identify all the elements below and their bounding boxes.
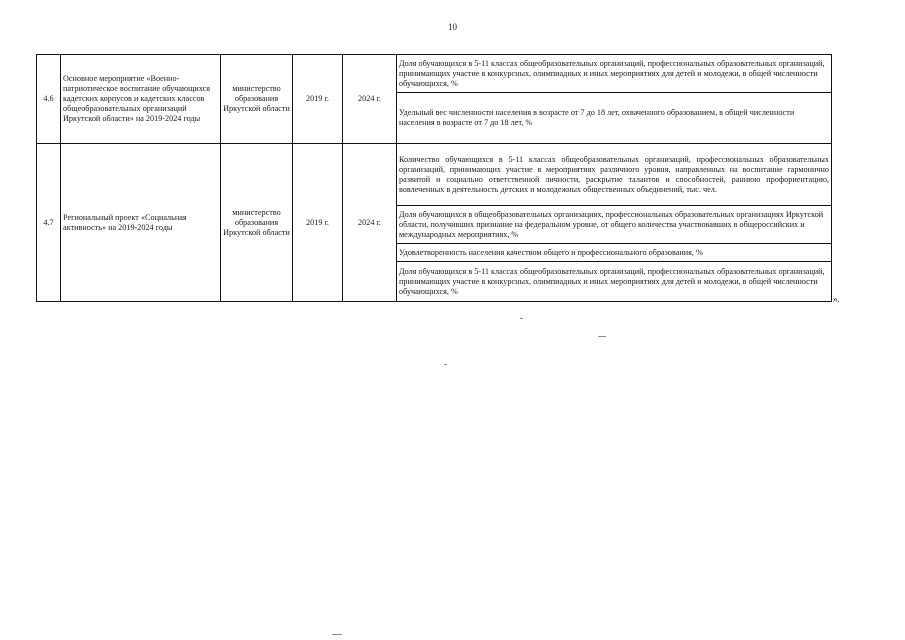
row-number: 4.6 — [37, 55, 61, 144]
end-year: 2024 г. — [343, 144, 397, 302]
start-year: 2019 г. — [293, 144, 343, 302]
page-number: 10 — [448, 22, 457, 32]
indicator-cell: Удовлетворенность населения качеством общего и профессионального образования, % — [397, 244, 832, 262]
indicator-cell: Доля обучающихся в 5-11 классах общеобразовательных организаций, профессиональных образовательных организаций, принимающих участие в конкурсных, олимпиадных и иных мероприятиях для детей и молодежи, в общей численности обучающихся, % — [397, 55, 832, 93]
indicator-cell: Удельный вес численности населения в возрасте от 7 до 18 лет, охваченного образованием, в общей численности населения в возрасте от 7 до 18 лет, % — [397, 93, 832, 144]
program-activities-table — [36, 54, 832, 302]
table-row — [37, 144, 832, 206]
start-year: 2019 г. — [293, 55, 343, 144]
scan-artifact — [520, 318, 523, 319]
scan-artifact — [444, 364, 447, 365]
table-row — [37, 55, 832, 93]
responsible-executor: министерство образования Иркутской области — [221, 144, 293, 302]
end-year: 2024 г. — [343, 55, 397, 144]
indicator-cell: Количество обучающихся в 5-11 классах общеобразовательных организаций, профессиональных образовательных организаций, принимающих участие в мероприятиях различного уровня, направленных на воспитание гармонично развитой и социально ответственной личности, раскрытие талантов и способностей, раннюю профориентацию, вовлеченных в деятельность детских и молодежных общественных объединений, тыс. чел. — [397, 144, 832, 206]
indicator-cell: Доля обучающихся в общеобразовательных организациях, профессиональных образовательных организациях Иркутской области, получивших признание на федеральном уровне, от общего количества участвовавших в общероссийских и международных мероприятиях, % — [397, 206, 832, 244]
row-number: 4.7 — [37, 144, 61, 302]
scan-artifact — [598, 336, 606, 337]
scan-artifact — [332, 634, 342, 635]
activity-name: Основное мероприятие «Военно-патриотическое воспитание обучающихся кадетских корпусов и кадетских классов общеобразовательных организаций Иркутской области» на 2019-2024 годы — [61, 55, 221, 144]
indicator-cell: Доля обучающихся в 5-11 классах общеобразовательных организаций, профессиональных образовательных организаций, принимающих участие в конкурсных, олимпиадных и иных мероприятиях для детей и молодежи, в общей численности обучающихся, % — [397, 262, 832, 302]
closing-quote-mark: ». — [833, 294, 840, 304]
responsible-executor: министерство образования Иркутской области — [221, 55, 293, 144]
activity-name: Региональный проект «Социальная активность» на 2019-2024 годы — [61, 144, 221, 302]
